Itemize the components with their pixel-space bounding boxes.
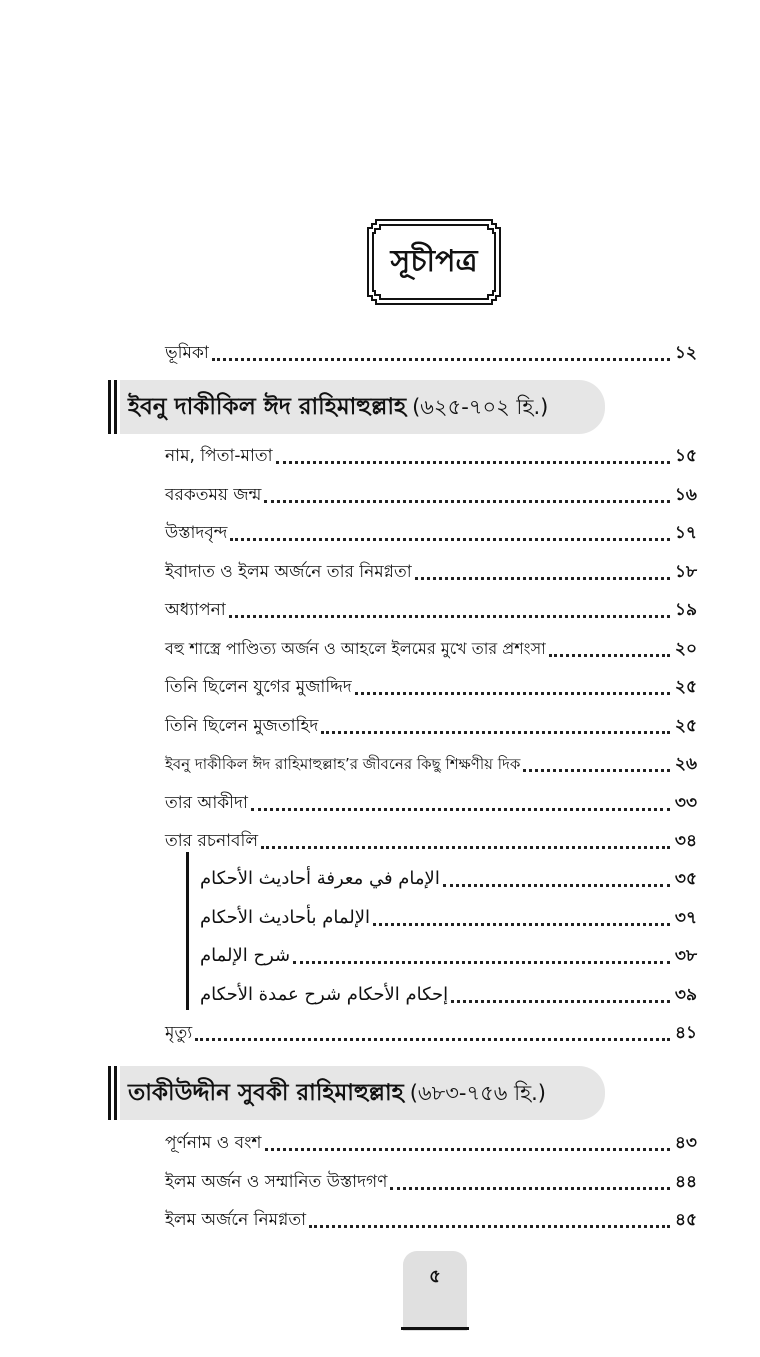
toc-entry-page: ৩৩ <box>674 793 697 813</box>
toc-entry-page: ১৮ <box>674 562 697 582</box>
toc-entry-label: ইলম অর্জনে নিমগ্নতা <box>165 1210 307 1230</box>
toc-entry-page: ৩৪ <box>674 831 697 851</box>
toc-sub-entry[interactable] <box>200 937 697 967</box>
toc-entry-label: ভূমিকা <box>165 343 209 363</box>
dot-leader <box>309 1205 670 1228</box>
toc-entry[interactable] <box>165 476 697 506</box>
dot-leader <box>264 480 670 503</box>
dot-leader <box>523 749 670 772</box>
toc-entry-label: তিনি ছিলেন যুগের মুজাদ্দিদ <box>165 677 352 697</box>
dot-leader <box>390 1167 670 1190</box>
toc-entry[interactable] <box>165 1163 697 1193</box>
toc-entry-page: ৪৩ <box>674 1133 697 1153</box>
toc-entry-label: তার রচনাবলি <box>165 831 259 851</box>
toc-entry-label: পূর্ণনাম ও বংশ <box>165 1133 262 1153</box>
toc-entry-label: ইবনু দাকীকিল ঈদ রাহিমাহুল্লাহ’র জীবনের কিছু শিক্ষণীয় দিক <box>165 755 521 773</box>
dot-leader <box>443 864 670 887</box>
dot-leader <box>373 903 670 926</box>
toc-entry-page: ১৯ <box>674 600 697 620</box>
section-title-text: তাকীউদ্দীন সুবকী রাহিমাহুল্লাহ <box>128 1080 404 1106</box>
toc-entry-page: ২৬ <box>674 754 697 774</box>
dot-leader <box>261 826 670 849</box>
toc-entry-page: ১৭ <box>674 523 697 543</box>
toc-entry-label: নাম, পিতা-মাতা <box>165 446 273 466</box>
toc-entry[interactable] <box>165 437 697 467</box>
toc-entry-label: উস্তাদবৃন্দ <box>165 523 228 543</box>
dot-leader <box>451 980 670 1003</box>
dot-leader <box>195 1018 670 1041</box>
toc-entry[interactable] <box>165 707 697 737</box>
dot-leader <box>293 941 670 964</box>
section-title <box>128 392 548 422</box>
toc-entry-label: মৃত্যু <box>165 1023 193 1043</box>
toc-entry[interactable] <box>165 784 697 814</box>
section-title <box>128 1078 546 1108</box>
toc-sub-entry[interactable] <box>200 860 697 890</box>
toc-entry-page: ২৫ <box>674 677 697 697</box>
toc-entry-label: ইলম অর্জন ও সম্মানিত উস্তাদগণ <box>165 1172 388 1192</box>
toc-entry-label: তার আকীদা <box>165 793 248 813</box>
toc-entry-intro[interactable] <box>165 334 697 364</box>
dot-leader <box>229 595 670 618</box>
dot-leader <box>251 788 670 811</box>
dot-leader <box>321 711 670 734</box>
toc-entry[interactable] <box>165 1201 697 1231</box>
toc-entry[interactable] <box>165 745 697 775</box>
section-marker <box>108 1066 117 1120</box>
dot-leader <box>265 1128 671 1151</box>
toc-entry[interactable] <box>165 630 697 660</box>
toc-entry-page: ৪৫ <box>674 1210 697 1230</box>
toc-entry-page: ২০ <box>674 639 697 659</box>
toc-entry[interactable] <box>165 514 697 544</box>
dot-leader <box>549 634 670 657</box>
toc-entry-label: ইবাদাত ও ইলম অর্জনে তার নিমগ্নতা <box>165 562 412 582</box>
section-header-1 <box>108 380 605 434</box>
toc-entry[interactable] <box>165 822 697 852</box>
toc-sub-entry[interactable] <box>200 899 697 929</box>
section-years: (৬৮৩-৭৫৬ হি.) <box>409 1081 546 1105</box>
page-number-underline <box>401 1327 469 1330</box>
toc-entry[interactable] <box>165 553 697 583</box>
section-years: (৬২৫-৭০২ হি.) <box>412 395 549 419</box>
toc-entry-label: الإمام في معرفة أحاديث الأحكام <box>200 868 440 889</box>
dot-leader <box>355 672 670 695</box>
toc-entry[interactable] <box>165 668 697 698</box>
toc-entry[interactable] <box>165 1014 697 1044</box>
toc-entry-page: ৪৪ <box>674 1172 697 1192</box>
toc-entry-page: ৩৫ <box>674 869 697 889</box>
toc-entry-label: إحكام الأحكام شرح عمدة الأحكام <box>200 984 449 1005</box>
section-title-text: ইবনু দাকীকিল ঈদ রাহিমাহুল্লাহ <box>128 394 407 420</box>
toc-entry-page: ২৫ <box>674 716 697 736</box>
toc-entry-page: ৩৯ <box>674 985 697 1005</box>
toc-entry-label: তিনি ছিলেন মুজতাহিদ <box>165 716 319 736</box>
section-marker <box>108 380 117 434</box>
toc-entry[interactable] <box>165 1124 697 1154</box>
page-number: ৫ <box>429 1266 441 1287</box>
dot-leader <box>415 557 670 580</box>
dot-leader <box>276 441 670 464</box>
toc-entry-page: ১২ <box>674 343 697 363</box>
toc-entry[interactable] <box>165 591 697 621</box>
toc-entry-label: الإلمام بأحاديث الأحكام <box>200 907 370 928</box>
toc-entry-label: বহু শাস্ত্রে পাণ্ডিত্য অর্জন ও আহলে ইলমের মুখে তার প্রশংসা <box>165 639 546 658</box>
toc-entry-label: অধ্যাপনা <box>165 600 226 620</box>
toc-sub-entry[interactable] <box>200 976 697 1006</box>
toc-entry-page: ৪১ <box>674 1023 697 1043</box>
toc-entry-label: شرح الإلمام <box>200 945 291 966</box>
toc-entry-page: ৩৭ <box>674 908 697 928</box>
sub-list-marker <box>186 852 189 1010</box>
toc-entry-page: ৩৮ <box>674 946 697 966</box>
toc-entry-label: বরকতময় জন্ম <box>165 485 262 505</box>
toc-entry-page: ১৫ <box>674 446 697 466</box>
dot-leader <box>230 518 670 541</box>
title-frame <box>366 218 502 306</box>
dot-leader <box>212 338 670 361</box>
section-header-2 <box>108 1066 605 1120</box>
page-title: সূচীপত্র <box>390 243 478 279</box>
toc-entry-page: ১৬ <box>674 485 697 505</box>
